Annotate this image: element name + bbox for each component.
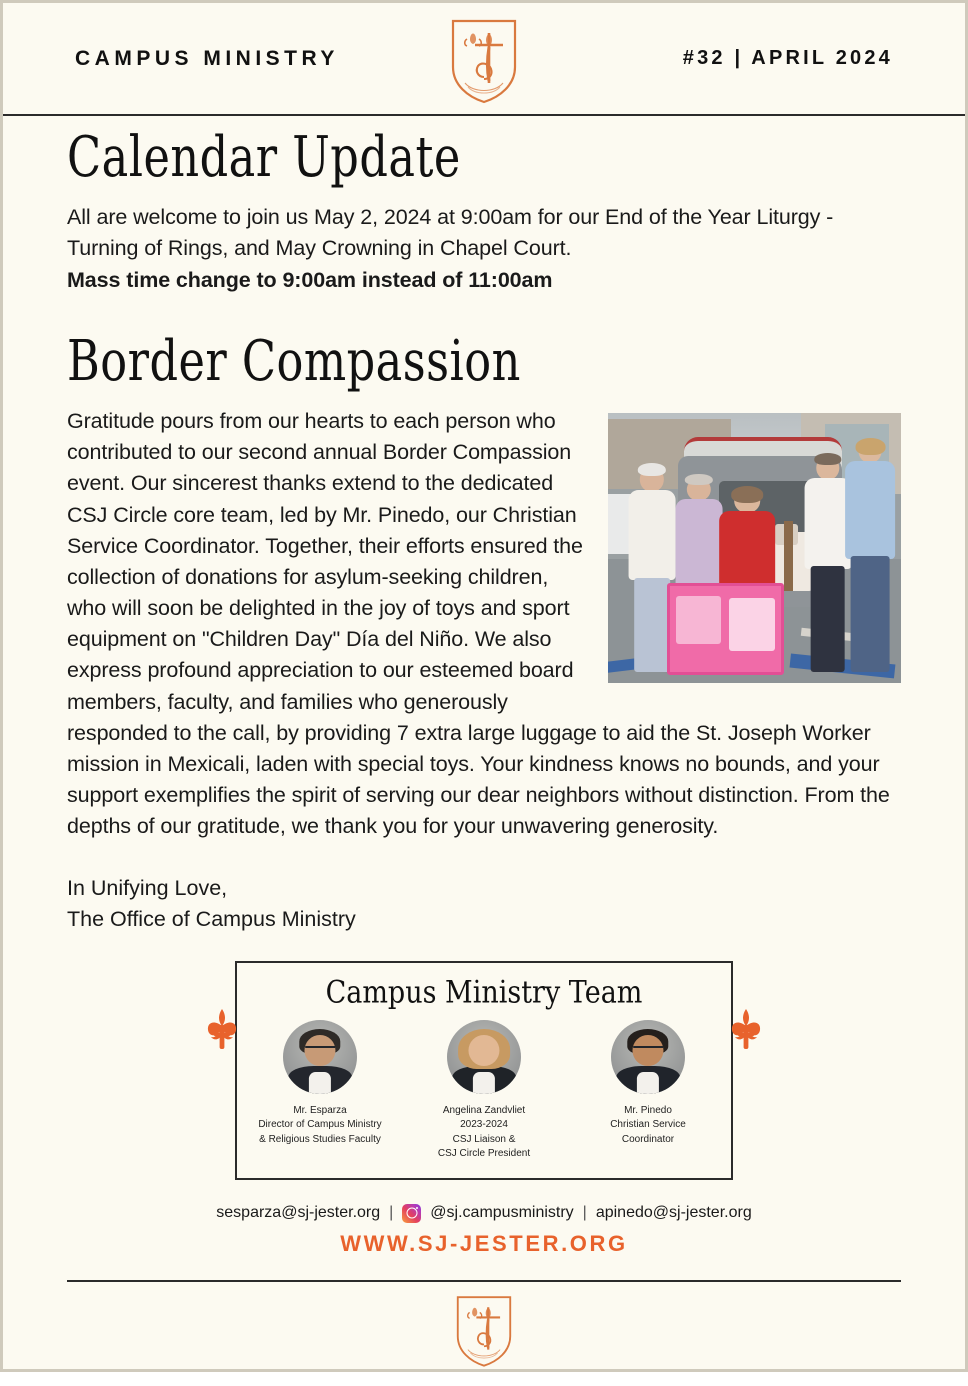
member-role-line: 2023-2024	[460, 1119, 508, 1131]
main-content	[3, 116, 965, 1282]
team-member	[584, 1020, 712, 1148]
sj-shield-crest-icon	[445, 17, 523, 110]
email-link-left[interactable]: sesparza@sj-jester.org	[216, 1204, 381, 1222]
avatar	[611, 1020, 685, 1094]
signoff-line-1: In Unifying Love,	[67, 875, 228, 900]
group-with-van-and-donations-photo	[608, 413, 901, 683]
masthead-title: CAMPUS MINISTRY	[75, 46, 339, 70]
member-role-line: & Religious Studies Faculty	[259, 1133, 381, 1145]
instagram-icon[interactable]	[402, 1204, 421, 1223]
contact-row	[67, 1204, 901, 1223]
email-link-right[interactable]: apinedo@sj-jester.org	[595, 1204, 752, 1222]
fleur-de-lis-icon	[205, 1007, 239, 1058]
team-member-caption	[584, 1104, 712, 1148]
border-compassion-paragraph: Gratitude pours from our hearts to each person who contributed to our second annual Border Compassion event. Our sincerest thanks extend to the dedicated CSJ Circle core team, led by Mr. Pinedo, our Christian Service Coordinator. Together, their efforts ensured the collection of donations for asylum-seeking children, who will soon be delighted in the joy of toys and sport equipment on "Children Day" Día del Niño. We also express profound appreciation to our esteemed board members, faculty, and families who generously responded to the call, by providing 7 extra large luggage to aid the St. Joseph Worker mission in Mexicali, laden with special toys. Your kindness knows no bounds, and your support exemplifies the spirit of serving our dear neighbors without distinction. From the depths of our gratitude, we thank you for your unwavering generosity.	[67, 409, 890, 839]
avatar	[283, 1020, 357, 1094]
website-link[interactable]: WWW.SJ-JESTER.ORG	[340, 1230, 628, 1256]
campus-ministry-team-box	[235, 961, 733, 1180]
calendar-update-heading: Calendar Update	[67, 123, 461, 190]
sj-shield-crest-icon	[451, 1293, 517, 1374]
member-role-line: Christian Service	[610, 1119, 686, 1131]
avatar	[447, 1020, 521, 1094]
member-name: Mr. Pinedo	[624, 1104, 672, 1116]
member-role-line: Coordinator	[621, 1133, 675, 1145]
team-member	[256, 1020, 384, 1148]
footer-band	[3, 1282, 965, 1386]
instagram-handle[interactable]: @sj.campusministry	[430, 1204, 574, 1222]
team-title: Campus Ministry Team	[325, 974, 643, 1011]
member-role-line: Director of Campus Ministry	[258, 1119, 382, 1131]
border-compassion-block	[67, 406, 901, 935]
separator: |	[582, 1204, 587, 1222]
member-role-line: CSJ Liaison &	[452, 1133, 516, 1145]
signoff	[67, 873, 901, 935]
team-member-caption	[256, 1104, 384, 1148]
team-member-caption	[420, 1104, 548, 1162]
member-name: Mr. Esparza	[293, 1104, 347, 1116]
team-members-list	[251, 1020, 717, 1162]
signoff-line-2: The Office of Campus Ministry	[67, 906, 356, 931]
masthead	[3, 3, 965, 116]
member-name: Angelina Zandvliet	[442, 1104, 526, 1116]
issue-label: #32 | APRIL 2024	[682, 47, 893, 69]
calendar-paragraph: All are welcome to join us May 2, 2024 at 9:00am for our End of the Year Liturgy - Turning of Rings, and May Crowning in Chapel Court.	[67, 205, 834, 261]
team-member	[420, 1020, 548, 1162]
border-compassion-heading: Border Compassion	[67, 327, 521, 394]
team-area	[67, 961, 901, 1180]
fleur-de-lis-icon	[729, 1007, 763, 1058]
member-role-line: CSJ Circle President	[437, 1148, 531, 1160]
separator: |	[389, 1204, 394, 1222]
mass-time-change-note: Mass time change to 9:00am instead of 11:00am	[67, 267, 553, 292]
